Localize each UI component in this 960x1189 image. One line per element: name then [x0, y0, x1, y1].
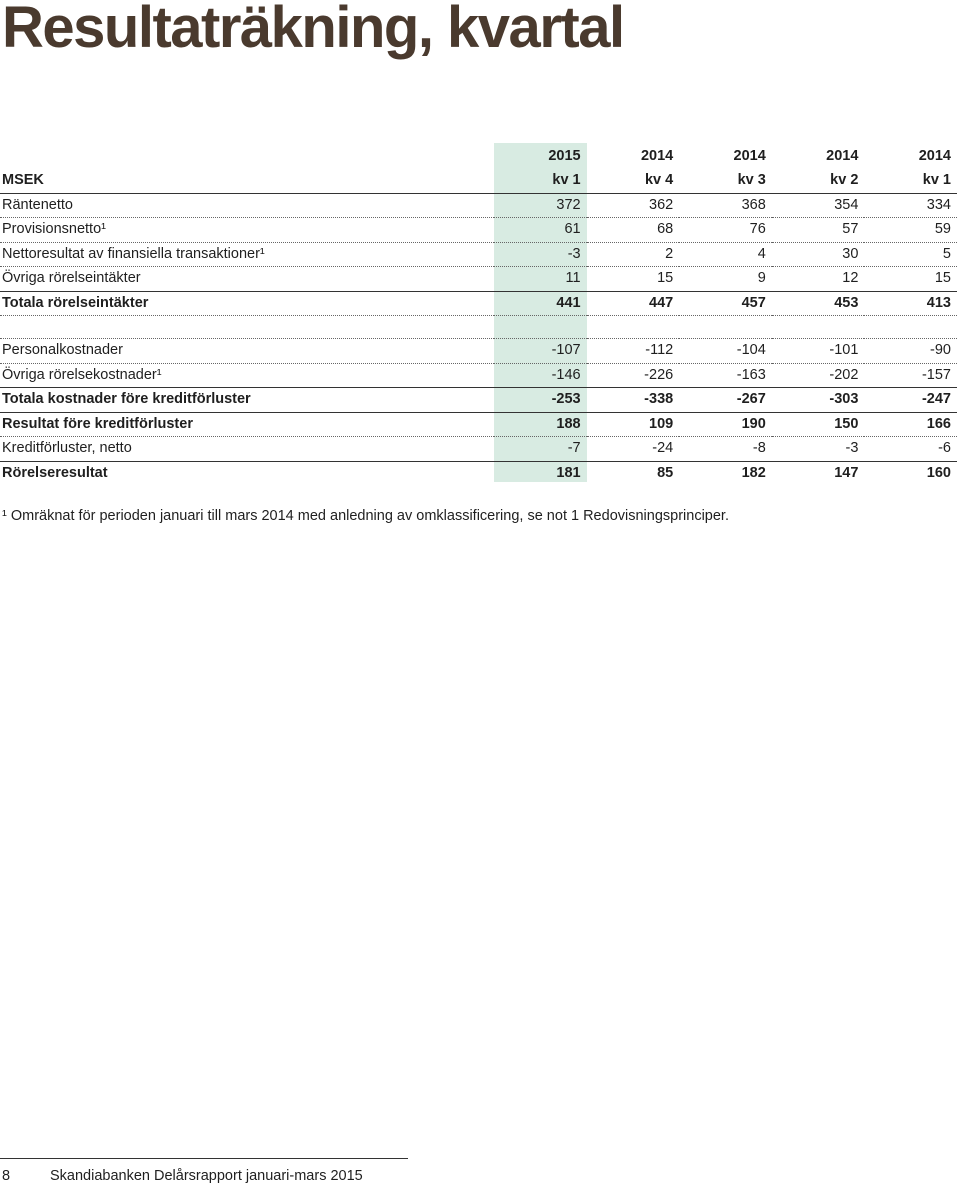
table-row: [0, 193, 957, 218]
cell-value: 9: [679, 267, 772, 292]
page-footer: [2, 1168, 363, 1184]
cell-value: 5: [864, 242, 957, 267]
header-row-periods: [0, 169, 957, 193]
table-row: [0, 242, 957, 267]
header-empty: [0, 143, 494, 169]
cell-value: 354: [772, 193, 865, 218]
cell-value: -267: [679, 388, 772, 413]
table-row-total: [0, 461, 957, 485]
cell-value: 59: [864, 218, 957, 243]
table-row-total: [0, 291, 957, 316]
cell-value: -157: [864, 363, 957, 388]
row-label: Provisionsnetto¹: [0, 218, 494, 243]
cell-value: -101: [772, 339, 865, 364]
cell-value: 181: [556, 464, 581, 481]
cell-value: -303: [772, 388, 865, 413]
table-row: [0, 437, 957, 462]
cell-value: 2: [587, 242, 680, 267]
cell-value: 334: [864, 193, 957, 218]
row-label: Nettoresultat av finansiella transaktioner¹: [0, 242, 494, 267]
table-spacer-row: [0, 316, 957, 339]
footer-divider: [0, 1158, 408, 1159]
row-label: Totala kostnader före kreditförluster: [0, 388, 494, 413]
unit-label: MSEK: [0, 169, 494, 193]
cell-value: 11: [494, 267, 587, 292]
row-label: Totala rörelseintäkter: [0, 291, 494, 316]
cell-value: -7: [494, 437, 587, 462]
column-year: 2014: [918, 148, 951, 164]
row-label: Övriga rörelseintäkter: [0, 267, 494, 292]
table-row-total: [0, 412, 957, 437]
column-year: 2014: [826, 148, 859, 164]
cell-value: -104: [679, 339, 772, 364]
cell-value: 457: [679, 291, 772, 316]
table-row: [0, 363, 957, 388]
cell-value: 182: [741, 464, 766, 481]
cell-value: -146: [494, 363, 587, 388]
cell-value: -8: [679, 437, 772, 462]
row-label: Övriga rörelsekostnader¹: [0, 363, 494, 388]
row-label: Resultat före kreditförluster: [0, 412, 494, 437]
table-row: [0, 267, 957, 292]
column-year: 2015: [548, 148, 581, 164]
cell-value: 61: [494, 218, 587, 243]
row-label: Rörelseresultat: [2, 464, 108, 481]
cell-value: 12: [772, 267, 865, 292]
cell-value: -3: [494, 242, 587, 267]
cell-value: 76: [679, 218, 772, 243]
cell-value: 150: [772, 412, 865, 437]
column-period: kv 4: [587, 169, 680, 193]
page-number: 8: [2, 1168, 11, 1184]
cell-value: 441: [494, 291, 587, 316]
footnote: ¹ Omräknat för perioden januari till mars 2014 med anledning av omklassificering, se not 1 Redovisningsprinciper.: [2, 508, 729, 524]
cell-value: 30: [772, 242, 865, 267]
cell-value: -6: [864, 437, 957, 462]
row-label: Kreditförluster, netto: [0, 437, 494, 462]
quarterly-table: [0, 143, 957, 485]
cell-value: 85: [657, 464, 674, 481]
header-row-years: [0, 143, 957, 169]
column-period: kv 3: [679, 169, 772, 193]
column-period: kv 2: [772, 169, 865, 193]
cell-value: 368: [679, 193, 772, 218]
cell-value: 166: [864, 412, 957, 437]
cell-value: -163: [679, 363, 772, 388]
table-row: [0, 218, 957, 243]
table-row-total: [0, 388, 957, 413]
cell-value: -90: [864, 339, 957, 364]
cell-value: -226: [587, 363, 680, 388]
cell-value: -253: [494, 388, 587, 413]
column-year: 2014: [640, 148, 674, 164]
cell-value: 413: [864, 291, 957, 316]
row-label: Personalkostnader: [0, 339, 494, 364]
column-year: 2014: [733, 148, 766, 164]
cell-value: -3: [772, 437, 865, 462]
cell-value: 453: [772, 291, 865, 316]
column-period: kv 1: [864, 169, 957, 193]
cell-value: 4: [679, 242, 772, 267]
page-title: Resultaträkning, kvartal: [2, 0, 624, 60]
cell-value: 109: [587, 412, 680, 437]
cell-value: 68: [587, 218, 680, 243]
cell-value: -107: [494, 339, 587, 364]
cell-value: 15: [587, 267, 680, 292]
cell-value: -247: [864, 388, 957, 413]
row-label: Räntenetto: [0, 193, 494, 218]
column-period: kv 1: [494, 169, 587, 193]
cell-value: 147: [834, 464, 859, 481]
cell-value: 372: [494, 193, 587, 218]
cell-value: 57: [772, 218, 865, 243]
income-statement-table: [0, 143, 957, 485]
cell-value: -338: [587, 388, 680, 413]
publication-name: Skandiabanken Delårsrapport januari-mars 2015: [50, 1168, 363, 1184]
cell-value: 15: [864, 267, 957, 292]
cell-value: 447: [587, 291, 680, 316]
cell-value: 160: [926, 464, 951, 481]
table-row: [0, 339, 957, 364]
cell-value: 362: [587, 193, 680, 218]
cell-value: 190: [679, 412, 772, 437]
cell-value: -24: [587, 437, 680, 462]
cell-value: -112: [587, 339, 680, 364]
cell-value: -202: [772, 363, 865, 388]
cell-value: 188: [494, 412, 587, 437]
